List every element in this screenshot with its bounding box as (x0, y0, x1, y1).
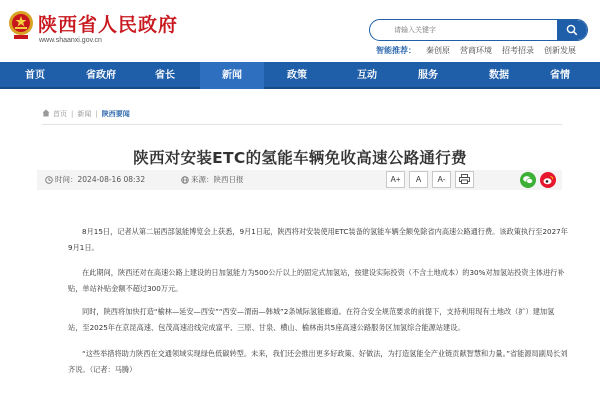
source-value: 陕西日报 (213, 175, 244, 184)
weibo-share-button[interactable] (540, 172, 556, 188)
nav-item-government[interactable]: 省政府 (86, 70, 116, 81)
article-paragraph: 8月15日，记者从第二届西部氢能博览会上获悉，9月1日起，陕西将对安装使用ETC装备的氢能车辆全额免除省内高速公路通行费。该政策执行至2027年9月1日。 (68, 227, 568, 252)
publish-time-label: 时间： (55, 175, 78, 184)
publish-time (45, 170, 145, 190)
source-icon (181, 176, 189, 184)
site-header (0, 0, 600, 62)
nav-item-policy[interactable]: 政策 (287, 70, 307, 81)
breadcrumb-separator: | (95, 110, 98, 118)
nav-item-data[interactable]: 数据 (489, 70, 509, 81)
site-domain: www.shaanxi.gov.cn (39, 37, 102, 44)
main-nav (0, 62, 600, 89)
search-box (369, 19, 588, 41)
breadcrumb-news[interactable]: 新闻 (77, 110, 92, 118)
source-label: 来源： (191, 175, 214, 184)
search-button[interactable] (557, 20, 587, 40)
wechat-icon (520, 172, 536, 188)
smart-recommend-link[interactable]: 营商环境 (460, 46, 492, 55)
nav-item-provincial-info[interactable]: 省情 (550, 70, 570, 81)
smart-recommend-label: 智能推荐： (376, 46, 416, 55)
breadcrumb-separator: | (71, 110, 74, 118)
print-button[interactable] (455, 171, 474, 188)
nav-item-home[interactable]: 首页 (25, 70, 45, 81)
breadcrumb (42, 109, 130, 119)
smart-recommend (376, 45, 576, 56)
home-icon (42, 109, 50, 117)
smart-recommend-link[interactable]: 创新发展 (544, 46, 576, 55)
publish-time-value: 2024-08-16 08:32 (77, 175, 146, 184)
font-default-button[interactable]: A (409, 171, 428, 188)
article-title: 陕西对安装ETC的氢能车辆免收高速公路通行费 (133, 149, 467, 167)
weibo-icon (540, 172, 556, 188)
wechat-share-button[interactable] (520, 172, 536, 188)
article-paragraph: 同时，陕西将加快打造“榆林—延安—西安”“西安—渭南—韩城”2条城际氢能廊道。在符合安全规范要求的前提下，支持利用现有土地改（扩）建加氢站，至2025年在京昆高速、包茂高速沿线完成富平、三原、甘泉、横山、榆林南共5座高速公路服务区加氢综合能源站建设。 (68, 307, 555, 332)
font-decrease-button[interactable]: A- (432, 171, 451, 188)
article-source (181, 170, 244, 190)
breadcrumb-home[interactable]: 首页 (53, 110, 67, 118)
font-increase-button[interactable]: A+ (386, 171, 405, 188)
clock-icon (45, 176, 53, 184)
search-input[interactable] (370, 20, 555, 40)
nav-item-governor[interactable]: 省长 (155, 70, 175, 81)
nav-item-interaction[interactable]: 互动 (357, 70, 377, 81)
nav-item-service[interactable]: 服务 (418, 70, 438, 81)
nav-item-news[interactable]: 新闻 (200, 62, 264, 89)
smart-recommend-link[interactable]: 秦创原 (426, 46, 450, 55)
article-paragraph: 在此期间，陕西还对在高速公路上建设的日加氢能力为500公斤以上的固定式加氢站，按建设实际投资（不含土地成本）的30%对加氢站投资主体进行补贴，单站补贴金额不超过300万元。 (68, 268, 565, 293)
site-title[interactable]: 陕西省人民政府 (38, 14, 179, 36)
breadcrumb-current[interactable]: 陕西要闻 (101, 110, 130, 118)
national-emblem-icon (8, 10, 34, 40)
search-icon (566, 24, 578, 36)
article-meta-bar (37, 170, 562, 190)
divider (42, 124, 562, 125)
smart-recommend-link[interactable]: 招考招录 (502, 46, 534, 55)
article-paragraph: “这些举措将助力陕西在交通领域实现绿色低碳转型。未来，我们还会推出更多好政策、好做法，为打造氢能全产业链贡献智慧和力量。”省能源局副局长刘齐说。（记者：马腾） (68, 349, 568, 374)
print-icon (459, 174, 470, 184)
